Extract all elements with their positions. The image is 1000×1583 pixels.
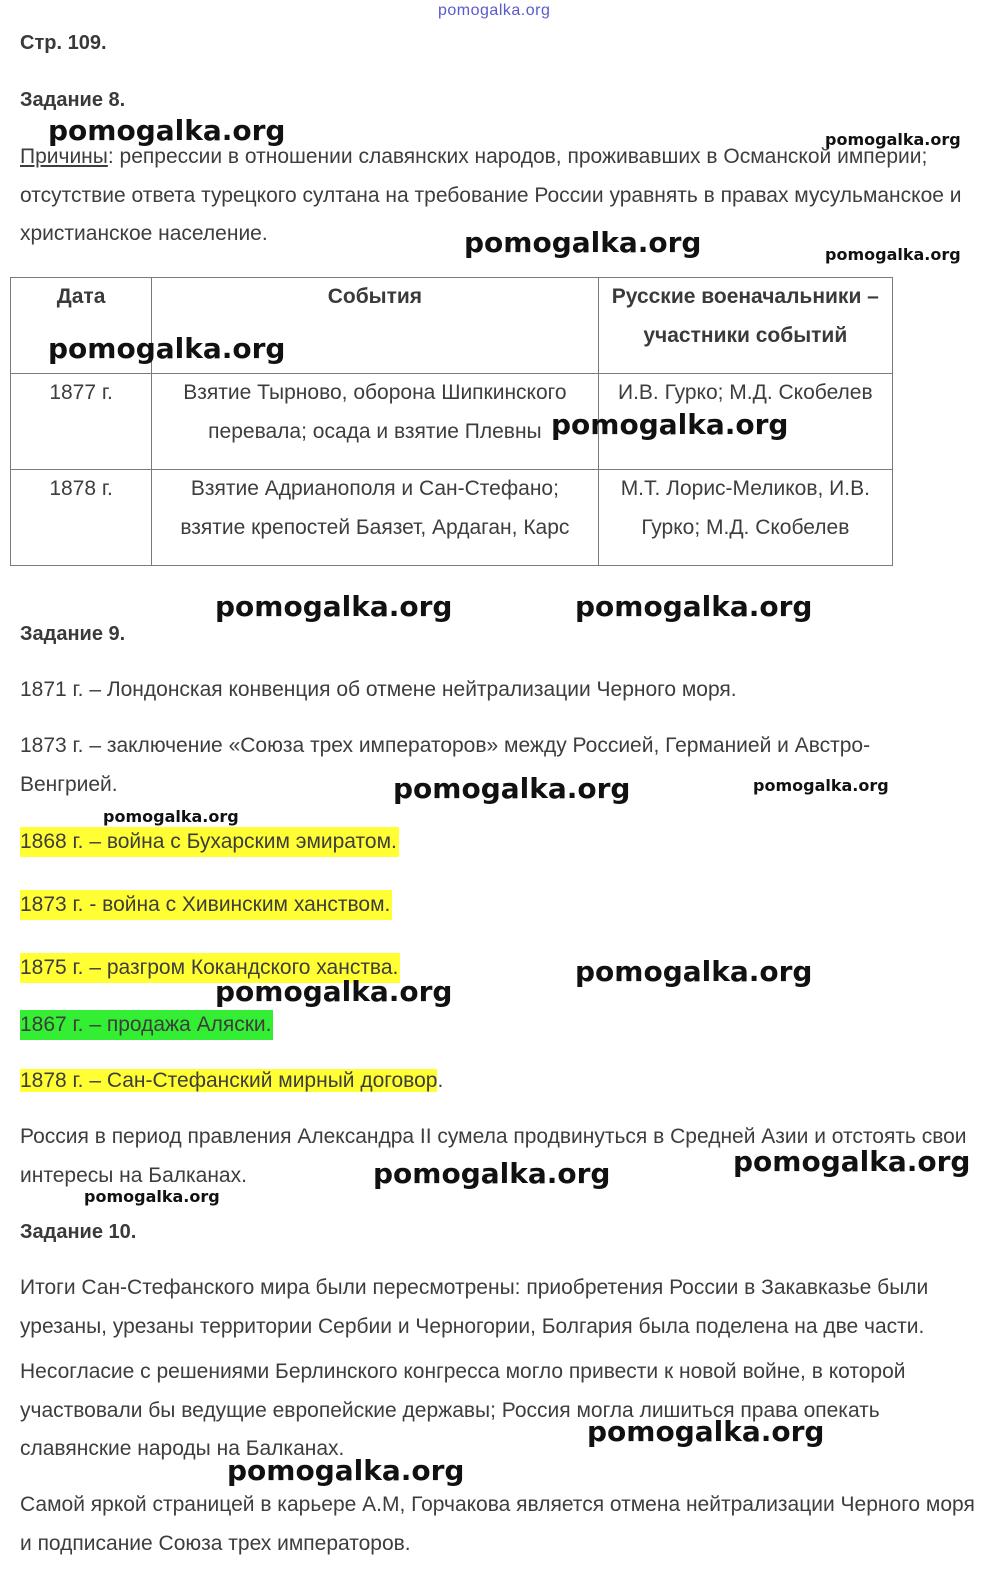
highlight-line-2: 1873 г. - война с Хивинским ханством. <box>20 890 392 920</box>
watermark: pomogalka.org <box>587 1415 825 1448</box>
task9-p1: 1871 г. – Лондонская конвенция об отмене нейтрализации Черного моря. <box>20 678 737 701</box>
watermark: pomogalka.org <box>48 114 286 147</box>
cell-date: 1877 г. <box>11 374 152 470</box>
cell-date: 1878 г. <box>11 470 152 566</box>
causes-label: Причины <box>20 145 108 168</box>
watermark: pomogalka.org <box>753 776 889 795</box>
cell-leaders: М.Т. Лорис-Меликов, И.В. Гурко; М.Д. Скобелев <box>598 470 892 566</box>
watermark: pomogalka.org <box>575 590 813 623</box>
highlight-line-1: 1868 г. – война с Бухарским эмиратом. <box>20 827 399 857</box>
highlight-line-5-tail: . <box>437 1069 444 1092</box>
cell-events: Взятие Адрианополя и Сан-Стефано; взятие крепостей Баязет, Ардаган, Карс <box>152 470 599 566</box>
causes-text: : репрессии в отношении славянских народов, проживавших в Османской империи; отсутствие ответа турецкого султана на требование России уравнять в правах мусульманское и христианское население. <box>20 145 962 245</box>
task10-p3: Самой яркой страницей в карьере А.М, Горчакова является отмена нейтрализации Черного моря и подписание Союза трех императоров. <box>20 1493 975 1555</box>
watermark: pomogalka.org <box>825 245 961 264</box>
watermark: pomogalka.org <box>551 408 789 441</box>
header-events: События <box>152 278 599 374</box>
watermark: pomogalka.org <box>103 807 239 826</box>
highlight-line-5-text: 1878 г. – Сан-Стефанский мирный договор <box>20 1069 438 1092</box>
watermark: pomogalka.org <box>825 130 961 149</box>
watermark: pomogalka.org <box>215 590 453 623</box>
header-leaders: Русские военачальники – участники событий <box>598 278 892 374</box>
watermark: pomogalka.org <box>227 1454 465 1487</box>
task9-heading: Задание 9. <box>20 623 126 645</box>
header-date: Дата <box>11 278 152 374</box>
task9-summary: Россия в период правления Александра II сумела продвинуться в Средней Азии и отстоять свои интересы на Балканах. <box>20 1125 967 1187</box>
watermark: pomogalka.org <box>575 955 813 988</box>
watermark: pomogalka.org <box>48 332 286 365</box>
task10-p1: Итоги Сан-Стефанского мира были пересмотрены: приобретения России в Закавказье были урезаны, урезаны территории Сербии и Черногории, Болгария была поделена на две части. <box>20 1276 929 1338</box>
cell-events: Взятие Тырново, оборона Шипкинского перевала; осада и взятие Плевны <box>152 374 599 470</box>
highlight-line-4: 1867 г. – продажа Аляски. <box>20 1010 273 1040</box>
table-row <box>11 470 893 566</box>
highlight-line-5 <box>20 1066 443 1096</box>
watermark: pomogalka.org <box>733 1145 971 1178</box>
page-ref: Стр. 109. <box>20 32 107 54</box>
watermark: pomogalka.org <box>373 1157 611 1190</box>
watermark: pomogalka.org <box>84 1187 220 1206</box>
watermark: pomogalka.org <box>464 226 702 259</box>
task10-heading: Задание 10. <box>20 1221 137 1243</box>
task9-p2: 1873 г. – заключение «Союза трех императоров» между Россией, Германией и Австро-Венгрией. <box>20 734 871 796</box>
highlight-line-3: 1875 г. – разгром Кокандского ханства. <box>20 953 400 983</box>
watermark: pomogalka.org <box>393 772 631 805</box>
site-mark-top: pomogalka.org <box>438 2 551 19</box>
task8-heading: Задание 8. <box>20 89 126 111</box>
cell-leaders: И.В. Гурко; М.Д. Скобелев <box>598 374 892 470</box>
watermark: pomogalka.org <box>215 975 453 1008</box>
task10-p2: Несогласие с решениями Берлинского конгресса могло привести к новой войне, в которой участвовали бы ведущие европейские державы; Россия могла лишиться права опекать славянские народы на Балканах. <box>20 1360 906 1460</box>
